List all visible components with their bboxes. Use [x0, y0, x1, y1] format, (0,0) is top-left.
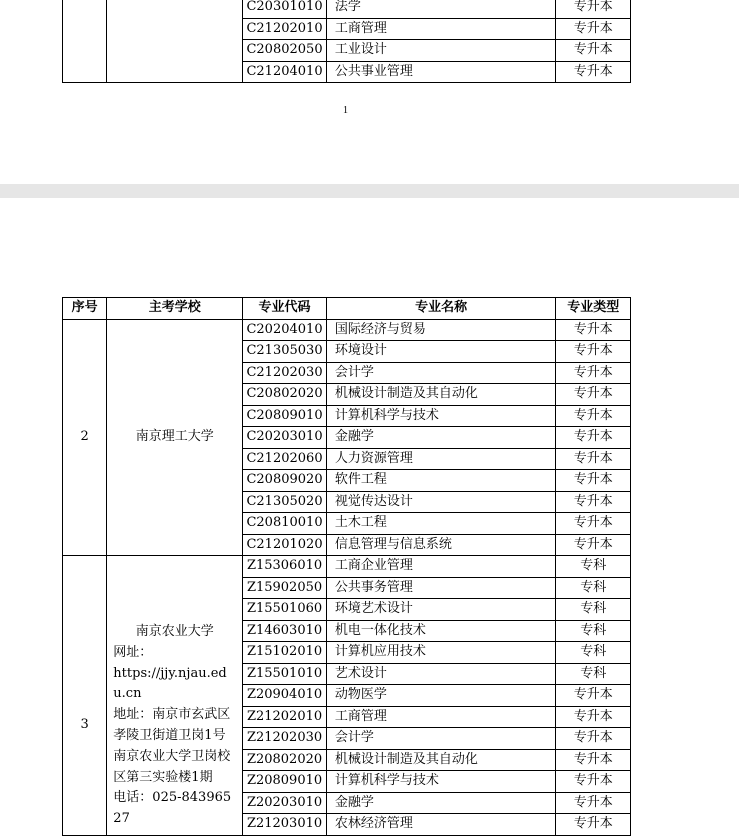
name-cell: 公共事业管理	[326, 61, 556, 83]
code-cell: Z21203010	[243, 814, 327, 836]
continued-table	[62, 0, 631, 83]
name-cell: 公共事务管理	[326, 577, 556, 599]
name-cell: 会计学	[326, 362, 556, 384]
code-cell: Z15102010	[243, 642, 327, 664]
type-cell: 专升本	[556, 513, 631, 535]
code-cell: C20204010	[243, 319, 327, 341]
type-cell: 专升本	[556, 749, 631, 771]
name-cell: 工商管理	[326, 706, 556, 728]
name-cell: 土木工程	[326, 513, 556, 535]
code-cell: Z20904010	[243, 685, 327, 707]
type-cell: 专升本	[556, 491, 631, 513]
type-cell: 专升本	[556, 362, 631, 384]
name-cell: 信息管理与信息系统	[326, 534, 556, 556]
code-cell: C21305020	[243, 491, 327, 513]
code-cell: C21305030	[243, 341, 327, 363]
name-cell: 金融学	[326, 427, 556, 449]
address-text: 地址：南京市玄武区孝陵卫街道卫岗1号南京农业大学卫岗校区第三实验楼1期	[113, 707, 231, 785]
website-link[interactable]: https://jjy.njau.edu.cn	[113, 665, 227, 702]
school-name: 南京农业大学	[135, 624, 214, 639]
school-info-cell	[107, 556, 243, 836]
type-cell: 专升本	[556, 40, 631, 62]
code-cell: C21202060	[243, 448, 327, 470]
majors-table	[62, 297, 631, 836]
type-cell: 专科	[556, 663, 631, 685]
code-cell: C21204010	[243, 61, 327, 83]
code-cell: C20809010	[243, 405, 327, 427]
table-header-row	[63, 298, 631, 320]
type-cell: 专升本	[556, 534, 631, 556]
code-cell: Z21202010	[243, 706, 327, 728]
code-cell: Z14603010	[243, 620, 327, 642]
type-cell: 专升本	[556, 341, 631, 363]
code-cell: Z21202030	[243, 728, 327, 750]
type-cell: 专升本	[556, 706, 631, 728]
name-cell: 会计学	[326, 728, 556, 750]
name-cell: 工商企业管理	[326, 556, 556, 578]
type-cell: 专升本	[556, 319, 631, 341]
type-cell: 专科	[556, 577, 631, 599]
table-row	[63, 556, 631, 578]
school-cell	[107, 0, 243, 83]
name-cell: 计算机应用技术	[326, 642, 556, 664]
name-cell: 机电一体化技术	[326, 620, 556, 642]
seq-cell: 2	[63, 319, 107, 556]
code-cell: C21202010	[243, 18, 327, 40]
type-cell: 专升本	[556, 685, 631, 707]
name-cell: 人力资源管理	[326, 448, 556, 470]
type-cell: 专升本	[556, 384, 631, 406]
group-2	[63, 319, 631, 556]
type-cell: 专科	[556, 599, 631, 621]
header-type: 专业类型	[556, 298, 631, 320]
type-cell: 专升本	[556, 470, 631, 492]
table-row	[63, 0, 631, 18]
previous-page	[0, 0, 739, 184]
name-cell: 机械设计制造及其自动化	[326, 749, 556, 771]
header-school: 主考学校	[107, 298, 243, 320]
group-3	[63, 556, 631, 836]
type-cell: 专升本	[556, 448, 631, 470]
type-cell: 专科	[556, 556, 631, 578]
name-cell: 动物医学	[326, 685, 556, 707]
code-cell: Z15501060	[243, 599, 327, 621]
page-separator	[0, 184, 739, 198]
code-cell: C21201020	[243, 534, 327, 556]
name-cell: 艺术设计	[326, 663, 556, 685]
type-cell: 专升本	[556, 427, 631, 449]
name-cell: 环境设计	[326, 341, 556, 363]
name-cell: 农林经济管理	[326, 814, 556, 836]
code-cell: C21202030	[243, 362, 327, 384]
name-cell: 法学	[326, 0, 556, 18]
phone-text: 电话：025-84396527	[113, 790, 232, 827]
seq-cell	[63, 0, 107, 83]
type-cell: 专科	[556, 620, 631, 642]
name-cell: 计算机科学与技术	[326, 771, 556, 793]
name-cell: 国际经济与贸易	[326, 319, 556, 341]
type-cell: 专升本	[556, 18, 631, 40]
school-cell: 南京理工大学	[107, 319, 243, 556]
code-cell: Z20203010	[243, 792, 327, 814]
name-cell: 金融学	[326, 792, 556, 814]
page-number: 1	[343, 105, 348, 116]
code-cell: Z15902050	[243, 577, 327, 599]
type-cell: 专升本	[556, 728, 631, 750]
name-cell: 工商管理	[326, 18, 556, 40]
code-cell: Z20802020	[243, 749, 327, 771]
name-cell: 机械设计制造及其自动化	[326, 384, 556, 406]
name-cell: 计算机科学与技术	[326, 405, 556, 427]
type-cell: 专升本	[556, 405, 631, 427]
header-code: 专业代码	[243, 298, 327, 320]
code-cell: C20802020	[243, 384, 327, 406]
name-cell: 环境艺术设计	[326, 599, 556, 621]
type-cell: 专科	[556, 642, 631, 664]
type-cell: 专升本	[556, 792, 631, 814]
header-name: 专业名称	[326, 298, 556, 320]
code-cell: C20810010	[243, 513, 327, 535]
type-cell: 专升本	[556, 61, 631, 83]
type-cell: 专升本	[556, 771, 631, 793]
code-cell: C20802050	[243, 40, 327, 62]
code-cell: C20203010	[243, 427, 327, 449]
code-cell: Z15501010	[243, 663, 327, 685]
website-label: 网址：	[113, 644, 153, 660]
code-cell: Z15306010	[243, 556, 327, 578]
name-cell: 视觉传达设计	[326, 491, 556, 513]
code-cell: Z20809010	[243, 771, 327, 793]
type-cell: 专升本	[556, 814, 631, 836]
table-row	[63, 319, 631, 341]
name-cell: 软件工程	[326, 470, 556, 492]
name-cell: 工业设计	[326, 40, 556, 62]
seq-cell: 3	[63, 556, 107, 836]
type-cell: 专升本	[556, 0, 631, 18]
header-seq: 序号	[63, 298, 107, 320]
code-cell: C20301010	[243, 0, 327, 18]
code-cell: C20809020	[243, 470, 327, 492]
